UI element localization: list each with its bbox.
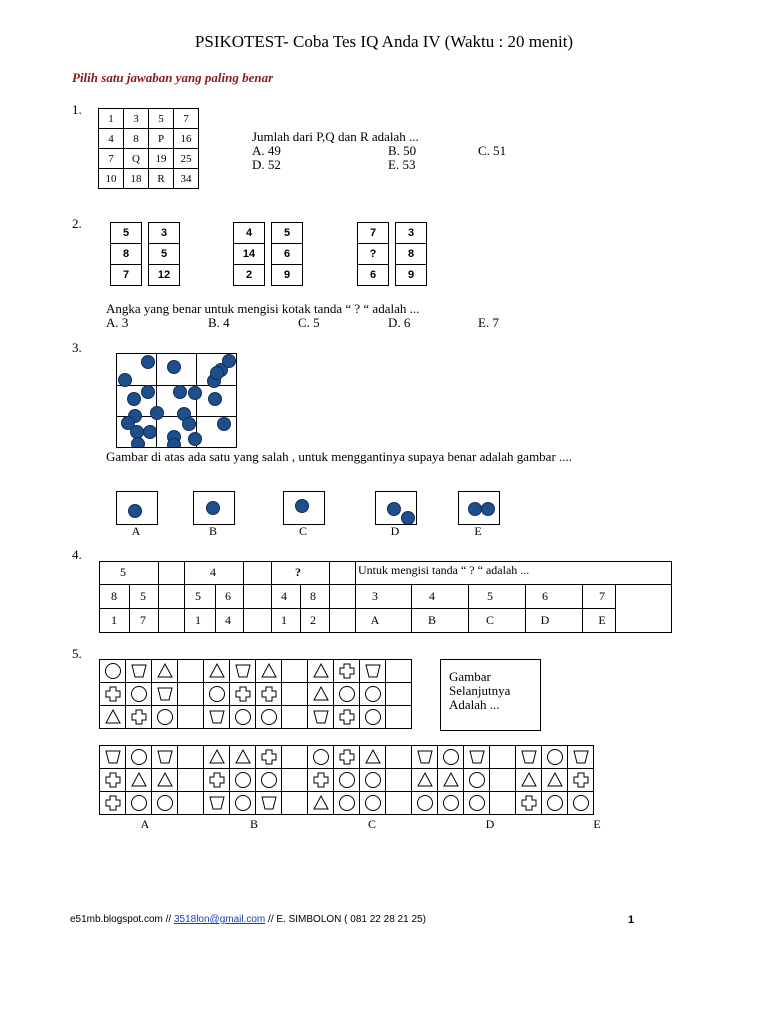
q5-option-label[interactable]: A xyxy=(140,817,150,831)
q4-cell: 2 xyxy=(310,613,316,627)
spacer-cell xyxy=(386,746,412,769)
triangle-icon xyxy=(100,706,126,729)
circle-icon xyxy=(360,706,386,729)
q3-option-d-box[interactable] xyxy=(375,491,417,525)
q1-option-d[interactable]: D. 52 xyxy=(252,157,281,172)
spacer-cell xyxy=(490,769,516,792)
cross-icon xyxy=(256,746,282,769)
q3-dot xyxy=(141,355,155,369)
spacer-cell xyxy=(386,792,412,815)
q3-dot xyxy=(182,417,196,431)
q2-group-1-left-column xyxy=(110,222,142,286)
q3-dot xyxy=(127,392,141,406)
q2-cell: 8 xyxy=(111,244,142,265)
table-rule xyxy=(243,562,244,632)
q3-dot xyxy=(401,511,415,525)
table-rule xyxy=(129,584,130,632)
triangle-icon xyxy=(256,660,282,683)
spacer-cell xyxy=(178,683,204,706)
spacer-cell xyxy=(178,706,204,729)
spacer-cell xyxy=(178,769,204,792)
q3-option-label: B xyxy=(208,524,217,538)
cross-icon xyxy=(334,706,360,729)
q3-dot xyxy=(210,366,224,380)
q4-option-value: 7 xyxy=(599,589,605,603)
circle-icon xyxy=(334,792,360,815)
circle-icon xyxy=(568,792,594,815)
q4-option-value: 6 xyxy=(542,589,548,603)
q2-group-2-left-column xyxy=(233,222,265,286)
q4-top-3: ? xyxy=(295,565,301,579)
cross-icon xyxy=(516,792,542,815)
spacer-cell xyxy=(178,792,204,815)
footer-email-link[interactable]: 3518lon@gmail.com xyxy=(173,914,266,925)
spacer-cell xyxy=(490,746,516,769)
spacer-cell xyxy=(282,792,308,815)
q3-option-label: C xyxy=(298,524,307,538)
triangle-icon xyxy=(308,792,334,815)
q1-grid-cell: 25 xyxy=(174,149,199,169)
triangle-icon xyxy=(308,660,334,683)
q1-grid-cell: 10 xyxy=(99,169,124,189)
q4-option-label: C xyxy=(485,613,494,627)
q3-option-label: E xyxy=(474,524,482,538)
trapezoid-icon xyxy=(464,746,490,769)
question-5-number: 5. xyxy=(72,646,82,661)
q2-cell: 3 xyxy=(396,223,427,244)
q3-option-label: A xyxy=(131,524,141,538)
q3-option-b-box[interactable] xyxy=(193,491,235,525)
table-rule xyxy=(615,584,616,632)
trapezoid-icon xyxy=(360,660,386,683)
circle-icon xyxy=(360,769,386,792)
circle-icon xyxy=(126,746,152,769)
triangle-icon xyxy=(308,683,334,706)
table-rule xyxy=(100,584,671,585)
q1-grid-cell: P xyxy=(149,129,174,149)
page-title: PSIKOTEST- Coba Tes IQ Anda IV (Waktu : 20 menit) xyxy=(194,32,574,51)
circle-icon xyxy=(100,660,126,683)
q2-group-3-left-column xyxy=(357,222,389,286)
cross-icon xyxy=(568,769,594,792)
q2-cell: 7 xyxy=(111,265,142,286)
trapezoid-icon xyxy=(568,746,594,769)
circle-icon xyxy=(230,792,256,815)
q1-grid-cell: R xyxy=(149,169,174,189)
question-4-number: 4. xyxy=(72,547,82,562)
q5-question-table xyxy=(99,659,412,729)
circle-icon xyxy=(334,769,360,792)
q4-cell: 5 xyxy=(195,589,201,603)
circle-icon xyxy=(412,792,438,815)
q1-grid-cell: 19 xyxy=(149,149,174,169)
spacer-cell xyxy=(282,683,308,706)
table-rule xyxy=(355,562,356,632)
q2-cell: 6 xyxy=(272,244,303,265)
triangle-icon xyxy=(516,769,542,792)
q4-cell: 1 xyxy=(195,613,201,627)
triangle-icon xyxy=(230,746,256,769)
q5-prompt-line-3: Adalah ... xyxy=(449,697,500,712)
q3-dot xyxy=(167,360,181,374)
circle-icon xyxy=(204,683,230,706)
table-rule xyxy=(215,584,216,632)
circle-icon xyxy=(334,683,360,706)
q3-dot-grid xyxy=(116,353,237,448)
question-2-number: 2. xyxy=(72,216,82,231)
circle-icon xyxy=(126,792,152,815)
triangle-icon xyxy=(360,746,386,769)
q2-cell: 5 xyxy=(111,223,142,244)
q2-option-b[interactable]: B. 4 xyxy=(208,315,230,330)
trapezoid-icon xyxy=(412,746,438,769)
circle-icon xyxy=(152,792,178,815)
circle-icon xyxy=(542,746,568,769)
cross-icon xyxy=(100,769,126,792)
q4-cell: 4 xyxy=(225,613,231,627)
q3-dot xyxy=(387,502,401,516)
cross-icon xyxy=(334,746,360,769)
table-rule xyxy=(468,584,469,632)
q2-option-c[interactable]: C. 5 xyxy=(298,315,320,330)
triangle-icon xyxy=(412,769,438,792)
q4-table xyxy=(99,561,672,633)
q3-dot xyxy=(188,432,202,446)
q2-cell: ? xyxy=(358,244,389,265)
cross-icon xyxy=(100,683,126,706)
q1-grid-cell: 18 xyxy=(124,169,149,189)
cross-icon xyxy=(334,660,360,683)
q3-dot xyxy=(217,417,231,431)
trapezoid-icon xyxy=(152,683,178,706)
q4-cell: 8 xyxy=(111,589,117,603)
table-rule xyxy=(271,562,272,632)
q2-cell: 12 xyxy=(149,265,180,286)
q4-option-label: E xyxy=(598,613,606,627)
q5-prompt-line-2: Selanjutnya xyxy=(449,683,511,698)
table-rule xyxy=(582,584,583,632)
circle-icon xyxy=(360,792,386,815)
q4-cell: 6 xyxy=(225,589,231,603)
q2-cell: 14 xyxy=(234,244,265,265)
triangle-icon xyxy=(204,660,230,683)
q3-option-c-box[interactable] xyxy=(283,491,325,525)
q2-cell: 5 xyxy=(149,244,180,265)
q4-option-label: D xyxy=(540,613,550,627)
q5-prompt-line-1: Gambar xyxy=(449,669,491,684)
q5-option-label[interactable]: E xyxy=(593,817,601,831)
q4-option-label: A xyxy=(370,613,380,627)
triangle-icon xyxy=(542,769,568,792)
q3-dot xyxy=(468,502,482,516)
triangle-icon xyxy=(126,769,152,792)
q1-grid-cell: 3 xyxy=(124,109,149,129)
triangle-icon xyxy=(204,746,230,769)
q5-option-label[interactable]: B xyxy=(249,817,258,831)
q3-dot xyxy=(150,406,164,420)
cross-icon xyxy=(126,706,152,729)
trapezoid-icon xyxy=(152,746,178,769)
table-rule xyxy=(158,562,159,632)
q2-question: Angka yang benar untuk mengisi kotak tanda “ ? “ adalah ... xyxy=(106,301,420,316)
q3-dot xyxy=(128,504,142,518)
q3-dot xyxy=(206,501,220,515)
table-rule xyxy=(411,584,412,632)
spacer-cell xyxy=(490,792,516,815)
cross-icon xyxy=(256,683,282,706)
q1-grid-cell: Q xyxy=(124,149,149,169)
circle-icon xyxy=(464,769,490,792)
question-1-number: 1. xyxy=(72,102,82,117)
q2-cell: 3 xyxy=(149,223,180,244)
trapezoid-icon xyxy=(204,792,230,815)
q5-prompt-box xyxy=(440,659,541,731)
q4-cell: 8 xyxy=(310,589,316,603)
q4-cell: 5 xyxy=(140,589,146,603)
q3-dot xyxy=(188,386,202,400)
trapezoid-icon xyxy=(308,706,334,729)
q4-cell: 4 xyxy=(281,589,287,603)
spacer-cell xyxy=(386,683,412,706)
q3-dot xyxy=(118,373,132,387)
q2-option-d[interactable]: D. 6 xyxy=(388,315,411,330)
instruction: Pilih satu jawaban yang paling benar xyxy=(72,70,274,85)
table-rule xyxy=(184,562,185,632)
q1-question: Jumlah dari P,Q dan R adalah ... xyxy=(252,129,419,144)
spacer-cell xyxy=(282,660,308,683)
q5-option-label[interactable]: C xyxy=(367,817,376,831)
circle-icon xyxy=(126,683,152,706)
trapezoid-icon xyxy=(516,746,542,769)
table-rule xyxy=(329,562,330,632)
trapezoid-icon xyxy=(126,660,152,683)
q2-option-e[interactable]: E. 7 xyxy=(478,315,499,330)
circle-icon xyxy=(230,769,256,792)
q3-dot xyxy=(208,392,222,406)
q1-option-c[interactable]: C. 51 xyxy=(478,143,507,158)
footer-author: // E. SIMBOLON ( 081 22 28 21 25) xyxy=(265,914,426,925)
spacer-cell xyxy=(178,746,204,769)
q4-option-value: 5 xyxy=(487,589,493,603)
page-number: 1 xyxy=(628,914,635,926)
q5-option-label[interactable]: D xyxy=(485,817,495,831)
q3-option-e-box[interactable] xyxy=(458,491,500,525)
circle-icon xyxy=(308,746,334,769)
table-rule xyxy=(100,608,615,609)
q3-dot xyxy=(295,499,309,513)
triangle-icon xyxy=(152,769,178,792)
q2-group-3-right-column xyxy=(395,222,427,286)
q1-grid-cell: 1 xyxy=(99,109,124,129)
circle-icon xyxy=(256,706,282,729)
q2-cell: 8 xyxy=(396,244,427,265)
q3-dot xyxy=(222,354,236,368)
q3-dot xyxy=(173,385,187,399)
question-3-number: 3. xyxy=(72,340,82,355)
q4-option-label: B xyxy=(427,613,436,627)
circle-icon xyxy=(256,769,282,792)
q1-grid-cell: 7 xyxy=(174,109,199,129)
footer xyxy=(70,914,426,925)
circle-icon xyxy=(438,792,464,815)
table-rule xyxy=(525,584,526,632)
q3-question: Gambar di atas ada satu yang salah , untuk menggantinya supaya benar adalah gambar .... xyxy=(106,449,573,464)
spacer-cell xyxy=(386,769,412,792)
spacer-cell xyxy=(178,660,204,683)
footer-blog: e51mb.blogspot.com // xyxy=(70,914,174,925)
q1-grid-cell: 34 xyxy=(174,169,199,189)
q4-cell: 1 xyxy=(281,613,287,627)
q3-option-label: D xyxy=(390,524,400,538)
q1-grid xyxy=(98,108,199,189)
q1-option-e[interactable]: E. 53 xyxy=(388,157,416,172)
q1-option-b[interactable]: B. 50 xyxy=(388,143,417,158)
q2-cell: 6 xyxy=(358,265,389,286)
circle-icon xyxy=(438,746,464,769)
cross-icon xyxy=(308,769,334,792)
q2-cell: 9 xyxy=(272,265,303,286)
spacer-cell xyxy=(282,706,308,729)
q1-option-a[interactable]: A. 49 xyxy=(252,143,281,158)
circle-icon xyxy=(542,792,568,815)
triangle-icon xyxy=(438,769,464,792)
q4-option-value: 3 xyxy=(372,589,378,603)
q5-answers-table xyxy=(99,745,594,815)
q4-prompt: Untuk mengisi tanda “ ? “ adalah ... xyxy=(358,563,530,577)
q2-cell: 7 xyxy=(358,223,389,244)
q2-cell: 2 xyxy=(234,265,265,286)
q3-dot xyxy=(141,385,155,399)
q3-dot xyxy=(143,425,157,439)
q3-dot xyxy=(167,438,181,448)
q3-dot xyxy=(131,437,145,448)
q2-cell: 5 xyxy=(272,223,303,244)
triangle-icon xyxy=(152,660,178,683)
q2-group-1-right-column xyxy=(148,222,180,286)
spacer-cell xyxy=(386,706,412,729)
q1-grid-cell: 4 xyxy=(99,129,124,149)
q4-cell: 1 xyxy=(111,613,117,627)
q3-dot xyxy=(481,502,495,516)
cross-icon xyxy=(100,792,126,815)
q2-option-a[interactable]: A. 3 xyxy=(106,315,129,330)
cross-icon xyxy=(204,769,230,792)
circle-icon xyxy=(152,706,178,729)
circle-icon xyxy=(464,792,490,815)
circle-icon xyxy=(360,683,386,706)
trapezoid-icon xyxy=(100,746,126,769)
q2-cell: 9 xyxy=(396,265,427,286)
circle-icon xyxy=(230,706,256,729)
q1-grid-cell: 16 xyxy=(174,129,199,149)
q4-top-1: 5 xyxy=(120,565,126,579)
table-rule xyxy=(300,584,301,632)
spacer-cell xyxy=(386,660,412,683)
spacer-cell xyxy=(282,769,308,792)
q2-group-2-right-column xyxy=(271,222,303,286)
trapezoid-icon xyxy=(204,706,230,729)
q1-grid-cell: 7 xyxy=(99,149,124,169)
q1-grid-cell: 8 xyxy=(124,129,149,149)
spacer-cell xyxy=(282,746,308,769)
trapezoid-icon xyxy=(230,660,256,683)
trapezoid-icon xyxy=(256,792,282,815)
q2-cell: 4 xyxy=(234,223,265,244)
q4-option-value: 4 xyxy=(429,589,435,603)
cross-icon xyxy=(230,683,256,706)
q4-cell: 7 xyxy=(140,613,146,627)
q4-top-2: 4 xyxy=(210,565,216,579)
q3-option-a-box[interactable] xyxy=(116,491,158,525)
q1-grid-cell: 5 xyxy=(149,109,174,129)
